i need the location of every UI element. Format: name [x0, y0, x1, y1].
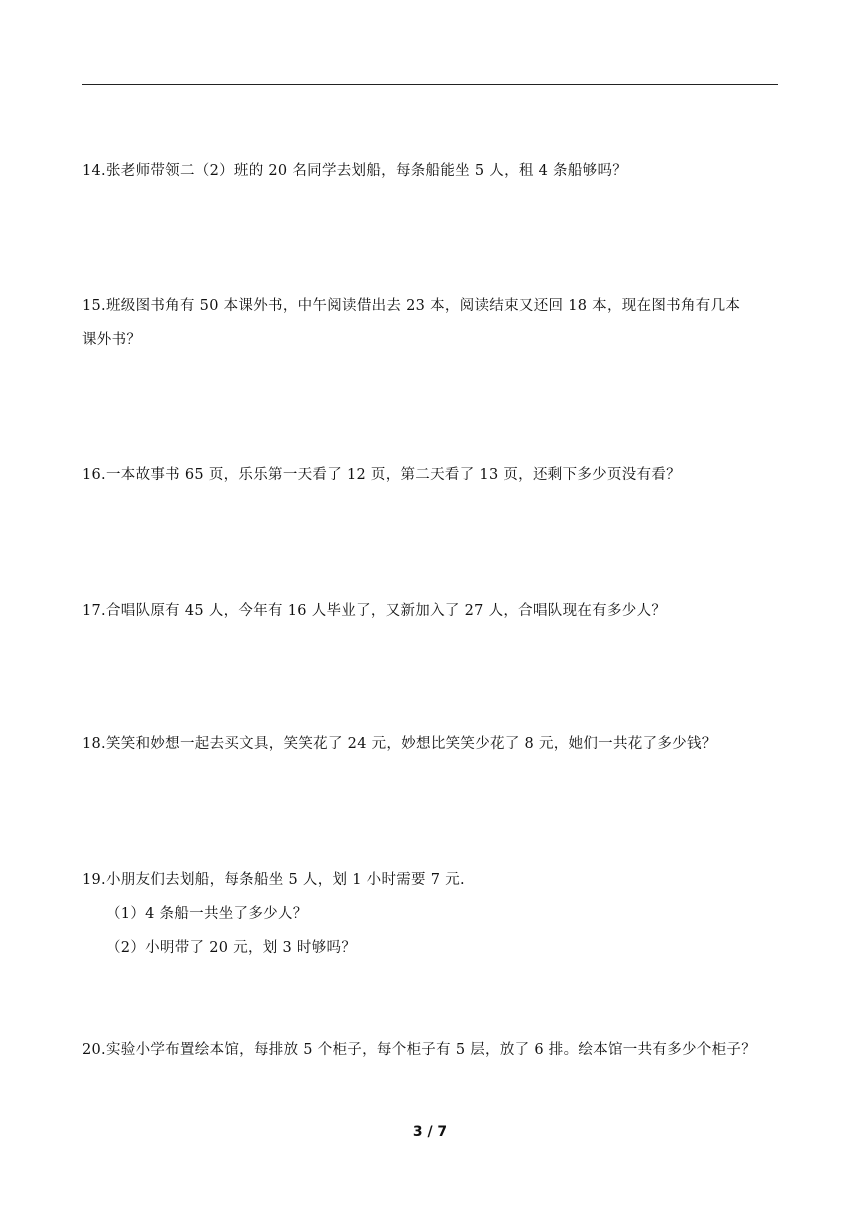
question-text: 合唱队原有 45 人，今年有 16 人毕业了，又新加入了 27 人，合唱队现在有多少人？: [105, 603, 667, 619]
question-text: 张老师带领二（2）班的 20 名同学去划船，每条船能坐 5 人，租 4 条船够吗？: [105, 163, 628, 179]
question-number: 14.: [82, 163, 106, 179]
question-15: [82, 290, 782, 322]
question-18: [82, 728, 782, 760]
question-number: 20.: [82, 1042, 106, 1058]
question-15-line-2: [82, 324, 782, 356]
question-text: 一本故事书 65 页，乐乐第一天看了 12 页，第二天看了 13 页，还剩下多少页没有看？: [105, 467, 681, 483]
question-text: 实验小学布置绘本馆，每排放 5 个柜子，每个柜子有 5 层，放了 6 排。绘本馆一共有多少个柜子？: [105, 1042, 756, 1058]
question-number: 16.: [82, 467, 106, 483]
question-text: 班级图书角有 50 本课外书，中午阅读借出去 23 本，阅读结束又还回 18 本，现在图书角有几本: [105, 298, 741, 314]
header-rule: [82, 84, 778, 85]
question-19-sub-2: （2）小明带了 20 元，划 3 时够吗？: [106, 940, 357, 956]
question-number: 19.: [82, 872, 106, 888]
question-number: 17.: [82, 603, 106, 619]
question-14: [82, 155, 782, 187]
question-19: [82, 864, 782, 896]
question-text-continued: 课外书？: [82, 332, 142, 348]
page-number: 3 / 7: [412, 1124, 448, 1140]
question-20: [82, 1034, 782, 1066]
question-number: 15.: [82, 298, 106, 314]
question-17: [82, 595, 782, 627]
question-text: 笑笑和妙想一起去买文具，笑笑花了 24 元，妙想比笑笑少花了 8 元，她们一共花了多少钱？: [105, 736, 717, 752]
question-16: [82, 459, 782, 491]
question-text: 小朋友们去划船，每条船坐 5 人，划 1 小时需要 7 元.: [105, 872, 465, 888]
question-number: 18.: [82, 736, 106, 752]
question-19-sub-1: （1）4 条船一共坐了多少人？: [106, 906, 308, 922]
